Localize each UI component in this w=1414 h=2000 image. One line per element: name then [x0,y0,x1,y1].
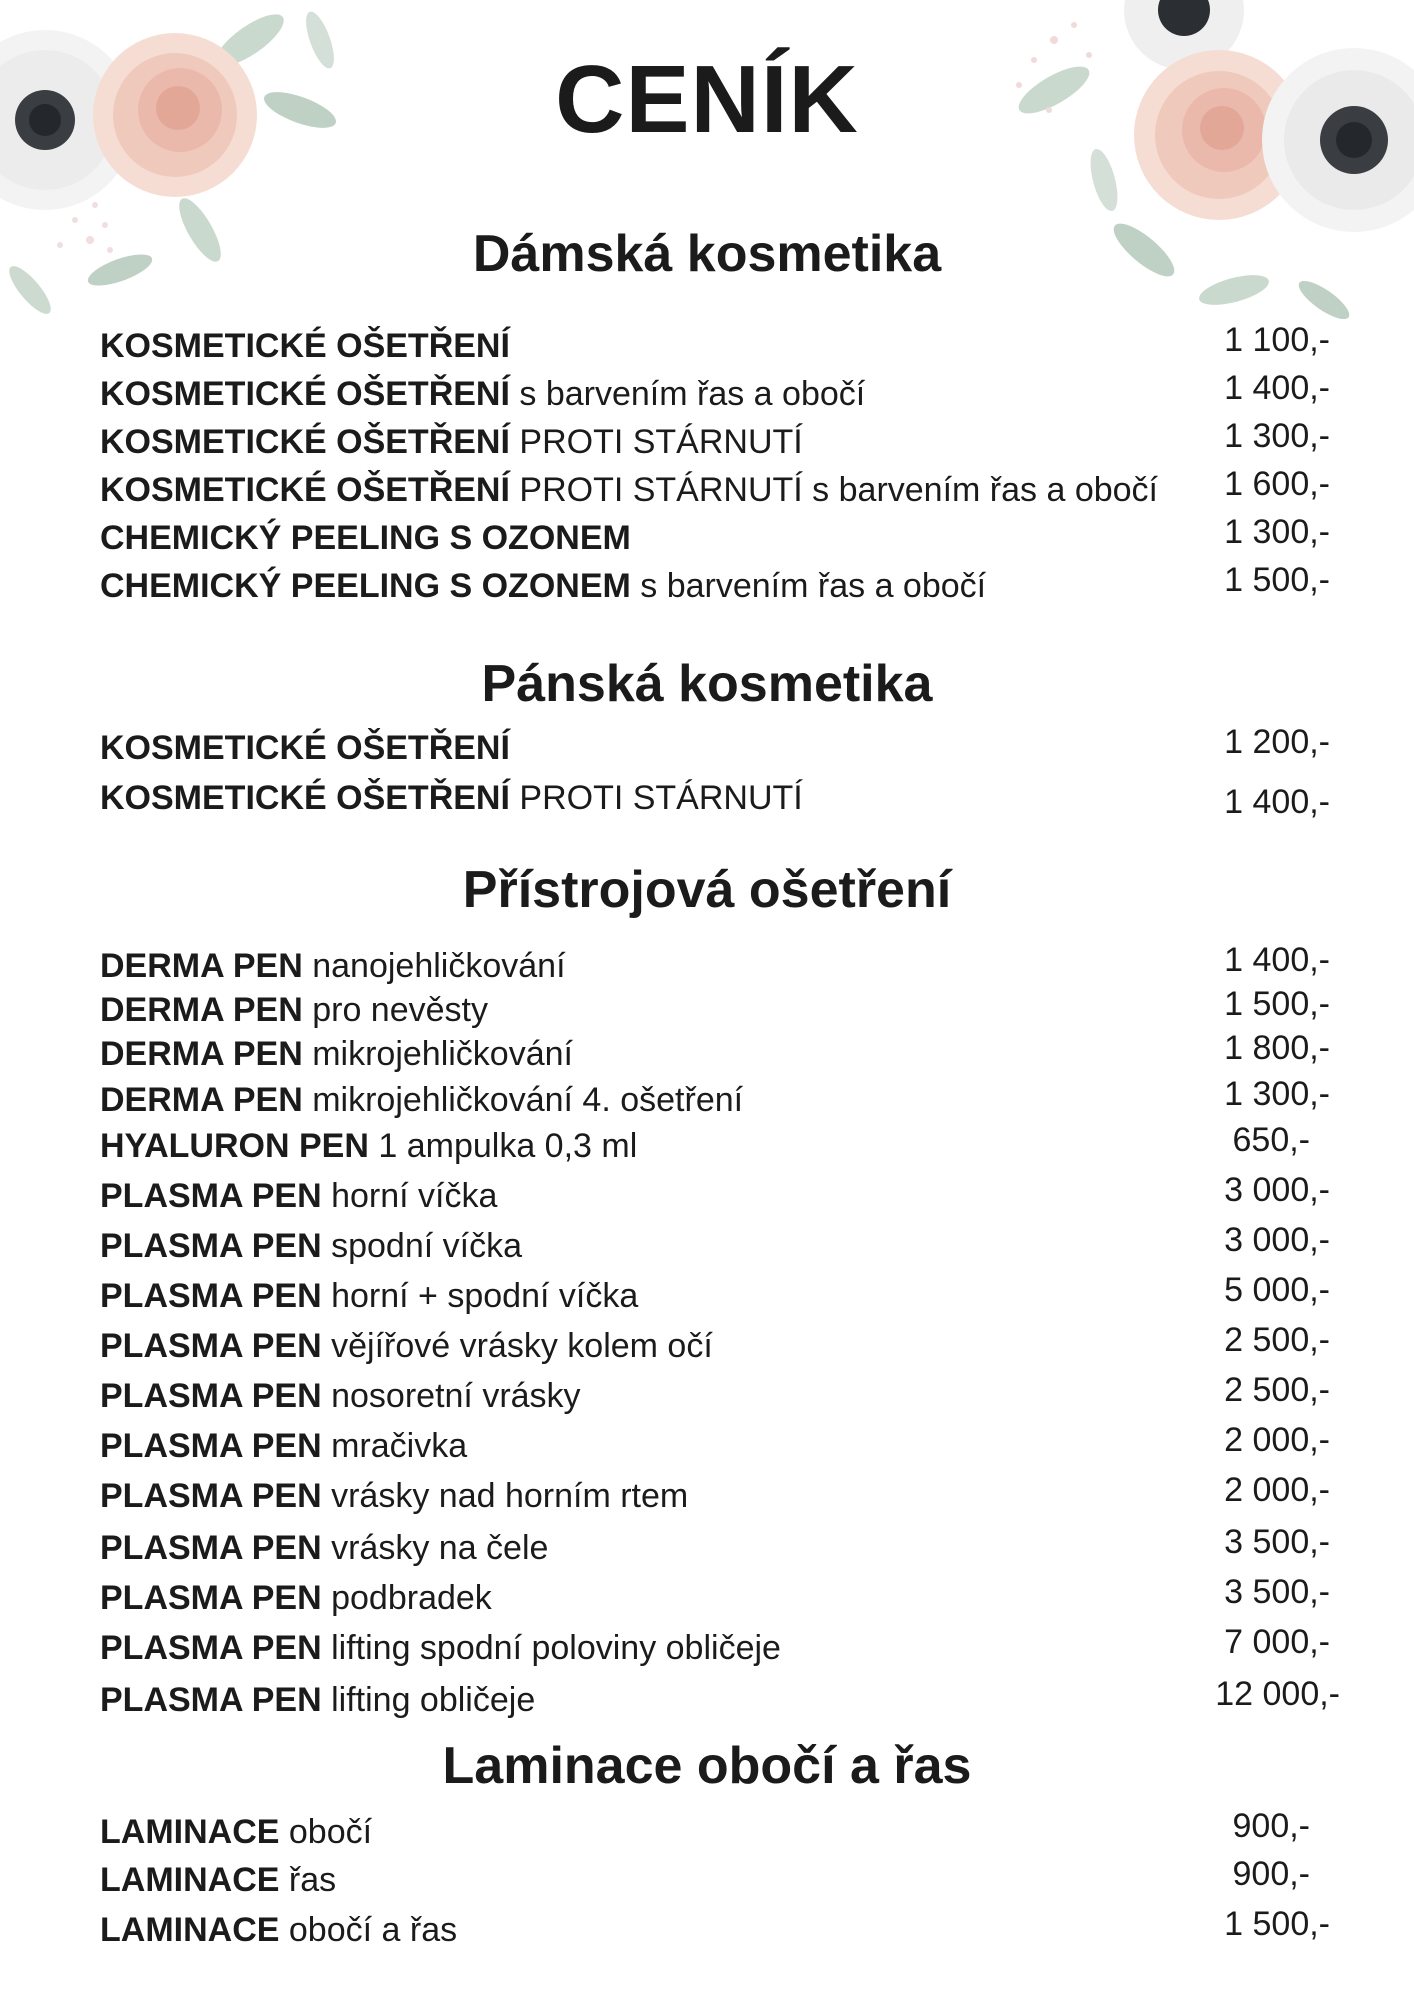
price-row [100,1573,1360,1618]
price-row [100,321,1360,366]
service-price: 2 000,- [1224,1471,1330,1509]
service-name-bold: PLASMA PEN [100,1477,322,1515]
service-name-bold: DERMA PEN [100,1081,303,1119]
service-name [100,1910,457,1950]
service-name-bold: KOSMETICKÉ OŠETŘENÍ [100,471,510,509]
service-price: 1 200,- [1224,723,1330,761]
price-row [100,1807,1360,1852]
service-price: 1 500,- [1224,1905,1330,1943]
service-price: 900,- [1232,1807,1310,1845]
service-name [100,1226,522,1266]
price-row [100,1271,1360,1316]
service-name [100,1326,713,1366]
service-name [100,1628,781,1668]
service-name-bold: PLASMA PEN [100,1427,322,1465]
service-name-bold: LAMINACE [100,1861,280,1899]
price-row [100,1121,1360,1166]
service-price: 3 000,- [1224,1221,1330,1259]
service-name-detail: PROTI STÁRNUTÍ [519,423,803,461]
price-row [100,1855,1360,1900]
service-name-detail: 1 ampulka 0,3 ml [378,1127,638,1165]
price-row [100,1523,1360,1568]
service-name-detail: mračivka [331,1427,468,1465]
service-name-bold: DERMA PEN [100,1035,303,1073]
service-name-detail: obočí a řas [288,1911,458,1949]
price-row [100,1371,1360,1416]
service-price: 3 500,- [1224,1573,1330,1611]
service-name [100,1176,497,1216]
section-title-panska-kosmetika: Pánská kosmetika [481,655,933,713]
price-row [100,1075,1360,1120]
service-price: 1 400,- [1224,369,1330,407]
service-price: 2 500,- [1224,1321,1330,1359]
service-name-bold: PLASMA PEN [100,1579,322,1617]
price-row [100,513,1360,558]
service-name-detail: vrásky nad horním rtem [331,1477,689,1515]
price-row [100,465,1360,510]
service-price: 3 000,- [1224,1171,1330,1209]
section-title-pristrojova-osetreni: Přístrojová ošetření [462,861,952,919]
service-price: 1 400,- [1224,941,1330,979]
service-price: 650,- [1232,1121,1310,1159]
service-name-bold: PLASMA PEN [100,1227,322,1265]
service-name [100,326,510,366]
service-name [100,1476,688,1516]
service-name [100,1528,548,1568]
service-name [100,1680,535,1720]
price-row [100,1321,1360,1366]
service-name-bold: DERMA PEN [100,947,303,985]
price-row [100,561,1360,606]
service-name [100,1376,581,1416]
service-name-detail: mikrojehličkování 4. ošetření [312,1081,744,1119]
service-name-bold: HYALURON PEN [100,1127,369,1165]
service-name-detail: lifting obličeje [331,1681,536,1719]
service-name [100,1812,372,1852]
service-name-detail: nosoretní vrásky [331,1377,581,1415]
service-name-bold: CHEMICKÝ PEELING S OZONEM [100,519,631,557]
service-price: 900,- [1232,1855,1310,1893]
service-name-detail: s barvením řas a obočí [640,567,987,605]
service-price: 7 000,- [1224,1623,1330,1661]
service-name [100,990,488,1030]
service-price: 2 500,- [1224,1371,1330,1409]
price-row [100,778,1360,821]
service-price: 3 500,- [1224,1523,1330,1561]
service-name-bold: KOSMETICKÉ OŠETŘENÍ [100,327,510,365]
service-price: 1 800,- [1224,1029,1330,1067]
section-title-damska-kosmetika: Dámská kosmetika [472,225,942,283]
price-row [100,1421,1360,1466]
price-row [100,1905,1360,1950]
service-name [100,1126,637,1166]
service-name [100,1578,492,1618]
price-row [100,1471,1360,1516]
price-row [100,723,1360,768]
service-price: 1 400,- [1224,783,1330,821]
service-price: 1 500,- [1224,985,1330,1023]
service-name-bold: PLASMA PEN [100,1629,322,1667]
service-name [100,1426,467,1466]
service-name-detail: horní + spodní víčka [331,1277,639,1315]
service-price: 5 000,- [1224,1271,1330,1309]
service-name-detail: pro nevěsty [312,991,488,1029]
service-name-bold: PLASMA PEN [100,1277,322,1315]
service-price: 1 300,- [1224,417,1330,455]
service-name-detail: vrásky na čele [331,1529,549,1567]
service-name-detail: vějířové vrásky kolem očí [331,1327,713,1365]
service-name-bold: PLASMA PEN [100,1327,322,1365]
service-name [100,470,1158,510]
service-name-detail: s barvením řas a obočí [509,375,866,413]
service-name [100,566,986,606]
service-name-bold: CHEMICKÝ PEELING S OZONEM [100,567,631,605]
floral-decoration-right [994,0,1414,340]
service-name-bold: DERMA PEN [100,991,303,1029]
service-name [100,1860,336,1900]
service-price: 1 300,- [1224,513,1330,551]
floral-decoration-left [0,0,360,330]
service-name-detail: nanojehličkování [312,947,566,985]
service-name [100,1276,638,1316]
section-title-laminace: Laminace obočí a řas [442,1737,972,1795]
service-price: 1 500,- [1224,561,1330,599]
service-name-detail: mikrojehličkování [312,1035,573,1073]
price-row [100,1029,1360,1074]
service-name [100,728,510,768]
service-name-detail: řas [288,1861,337,1899]
service-name-detail: obočí [288,1813,373,1851]
service-name [100,422,803,462]
service-price: 2 000,- [1224,1421,1330,1459]
service-name [100,374,865,414]
service-name-detail: spodní víčka [331,1227,522,1265]
service-name-bold: KOSMETICKÉ OŠETŘENÍ [100,729,510,767]
price-row [100,369,1360,414]
service-name-bold: KOSMETICKÉ OŠETŘENÍ [100,779,510,817]
service-name [100,946,566,986]
service-price: 1 600,- [1224,465,1330,503]
service-name-detail: podbradek [331,1579,492,1617]
price-row [100,1623,1360,1668]
service-name-detail: PROTI STÁRNUTÍ s barvením řas a obočí [519,471,1159,509]
service-name-bold: KOSMETICKÉ OŠETŘENÍ [100,375,510,413]
service-name-detail: lifting spodní poloviny obličeje [331,1629,781,1667]
service-price: 1 300,- [1224,1075,1330,1113]
price-row [100,941,1360,986]
price-row [100,1171,1360,1216]
service-price: 1 100,- [1224,321,1330,359]
page-title: CENÍK [555,46,859,153]
price-row [100,985,1360,1030]
price-row [100,1221,1360,1266]
service-name-bold: LAMINACE [100,1911,280,1949]
service-name-detail: PROTI STÁRNUTÍ [519,779,803,817]
service-name-bold: PLASMA PEN [100,1529,322,1567]
service-name-bold: LAMINACE [100,1813,280,1851]
service-name-bold: PLASMA PEN [100,1681,322,1719]
service-name [100,1034,573,1074]
service-name-bold: KOSMETICKÉ OŠETŘENÍ [100,423,510,461]
price-row [100,1675,1360,1720]
price-row [100,417,1360,462]
service-name-detail: horní víčka [331,1177,498,1215]
service-name-bold: PLASMA PEN [100,1177,322,1215]
service-name [100,518,631,558]
service-name [100,778,803,818]
service-price: 12 000,- [1215,1675,1340,1713]
service-name [100,1080,743,1120]
service-name-bold: PLASMA PEN [100,1377,322,1415]
